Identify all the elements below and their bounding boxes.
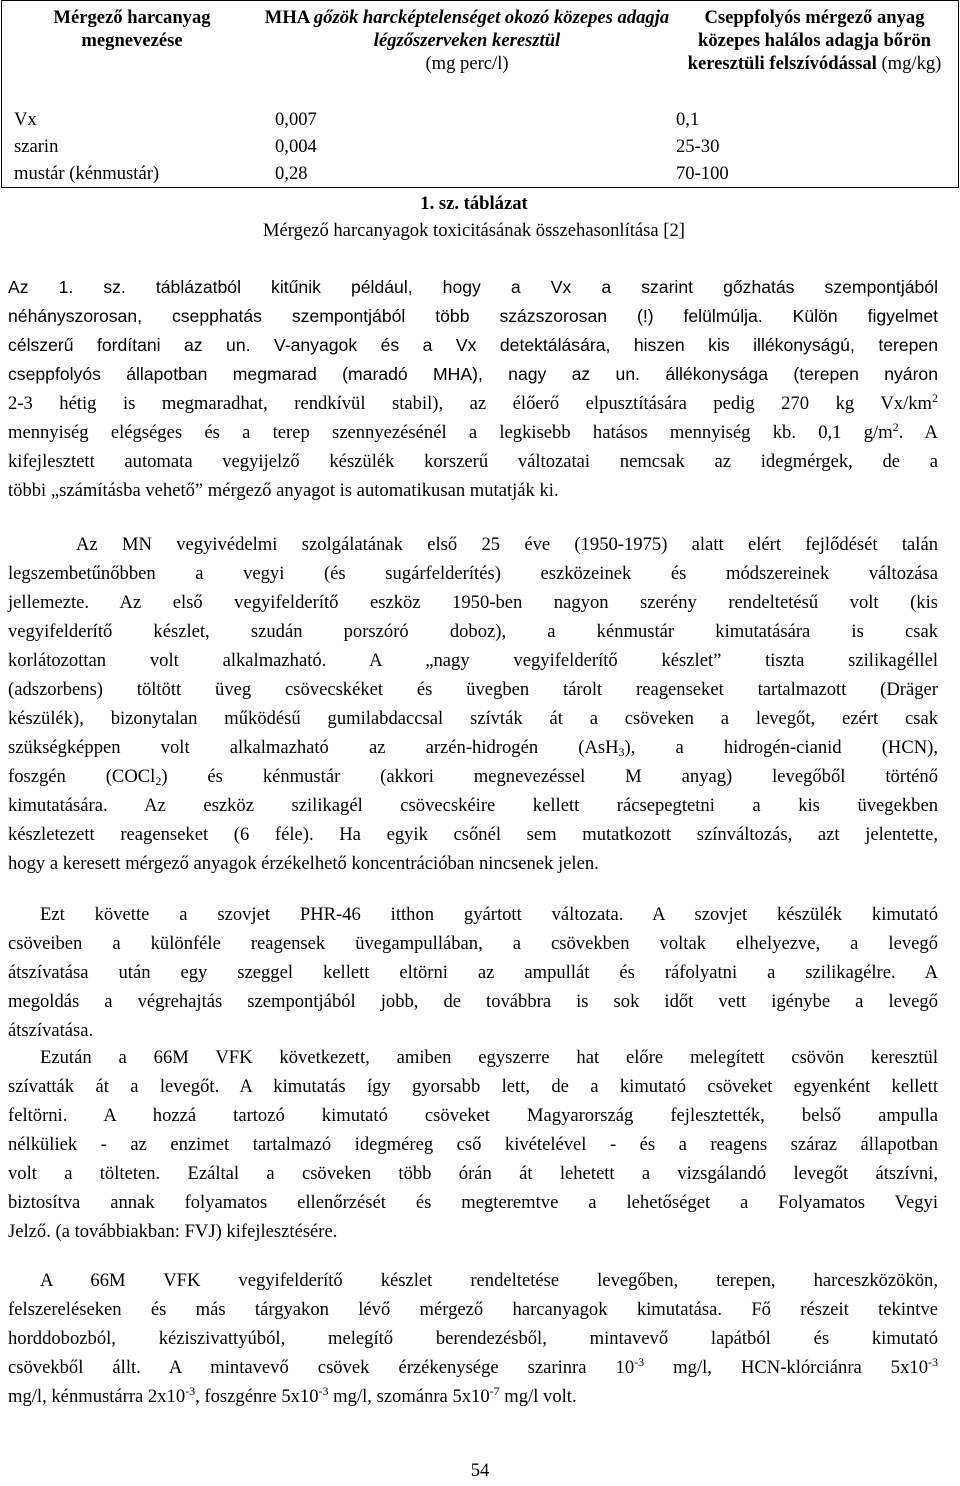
paragraph-5: A 66M VFK vegyifelderítő készlet rendeltetése levegőben, terepen, harceszközökön, felszereléseken és más tárgyakon lévő mérgező harcanyagok kimutatása. Fő részeit tekintve horddobozból, kéziszivattyúból, melegítő berendezésből, mintavevő lapátból és kimutató csövekből állt. A mintavevő csövek érzékenysége szarinra $10^{-3}$ mg/l, HCN-klórciánra $5x10^{-3}$ mg/l, kénmustárra $2x10^{-3}$, foszgénre $5x10^{-3}$ mg/l, szománra $5x10^{-7}$ mg/l volt. — [8, 1270, 938, 1407]
agent-name: mustár (kénmustár) — [14, 163, 160, 184]
vapor-dose: 0,004 — [275, 136, 317, 157]
skin-dose: 0,1 — [676, 109, 700, 130]
table-header-vapor-dose: MHA gőzök harcképtelenséget okozó közepes adagja légzőszerveken keresztül (mg perc/l) — [264, 7, 670, 74]
skin-dose: 25-30 — [676, 136, 720, 157]
agent-name: szarin — [14, 136, 59, 157]
table-caption-title: 1. sz. táblázat — [420, 193, 528, 214]
toxicity-table — [1, 0, 959, 188]
paragraph-2: Az MN vegyivédelmi szolgálatának első 25 éve (1950-1975) alatt elért fejlődését talán legszembetűnőbben a vegyi (és sugárfelderítés) eszközeinek és módszereinek változása jellemezte. Az első vegyifelderítő eszköz 1950-ben nagyon szerény rendeltetésű volt (kis vegyifelderítő készlet, szudán porszóró doboz), a kénmustár kimutatására is csak korlátozottan volt alkalmazható. A „nagy vegyifelderítő készlet” tiszta szilikagéllel (adszorbens) töltött üveg csövecskéket és üvegben tárolt reagenseket tartalmazott (Dräger készülék), bizonytalan működésű gumilabdaccsal szívták át a csöveken a levegőt, ezért csak szükségképpen volt alkalmazható az arzén-hidrogén (AsH$_3$), a hidrogén-cianid (HCN), foszgén (COCl$_2$) és kénmustár (akkori megnevezéssel M anyag) levegőből történő kimutatására. Az eszköz szilikagél csövecskéire kellett rácsepegtetni a kis üvegekben készletezett reagenseket (6 féle). Ha egyik csőnél sem mutatkozott színváltozás, azt jelentette, hogy a keresett mérgező anyagok érzékelhető koncentrációban nincsenek jelen. — [8, 534, 939, 874]
page-number: 54 — [470, 1460, 490, 1481]
table-header-skin-dose: Cseppfolyós mérgező anyag közepes halálos adagja bőrön keresztüli felszívódással (mg/kg) — [687, 7, 942, 74]
vapor-dose: 0,28 — [275, 163, 308, 184]
table-caption-subtitle: Mérgező harcanyagok toxicitásának összehasonlítása [2] — [263, 220, 685, 241]
paragraph-1: Az 1. sz. táblázatból kitűnik például, hogy a Vx a szarint gőzhatás szempontjából néhányszorosan, csepphatás szempontjából több százszorosan (!) felülmúlja. Külön figyelmet célszerű fordítani az un. V-anyagok és a Vx detektálására, hiszen kis illékonyságú, terepen cseppfolyós állapotban megmarad (maradó MHA), nagy az un. állékonysága (terepen nyáron 2-3 hétig is megmaradhat, rendkívül stabil), az élőerő elpusztítására pedig 270 kg $Vx/km^2$ mennyiség elégséges és a terep szennyezésénél a legkisebb hatásos mennyiség kb. 0,1 $g/m^2$. A kifejlesztett automata vegyijelző készülék korszerű változatai nemcsak az idegmérgek, de a többi „számításba vehető” mérgező anyagot is automatikusan mutatják ki. — [8, 277, 938, 501]
paragraph-3: Ezt követte a szovjet PHR-46 itthon gyártott változata. A szovjet készülék kimutató csöveiben a különféle reagensek üvegampullában, a csövekben voltak elhelyezve, a levegő átszívatása után egy szeggel kellett eltörni az ampullát és ráfolyatni a szilikagélre. A megoldás a végrehajtás szempontjából jobb, de továbbra is sok időt vett igénybe a levegő átszívatása. — [8, 904, 938, 1041]
paragraph-4: Ezután a 66M VFK következett, amiben egyszerre hat előre melegített csövön keresztül szívatták át a levegőt. A kimutatás így gyorsabb lett, de a kimutató csöveket egyenként kellett feltörni. A hozzá tartozó kimutató csöveket Magyarország fejlesztették, belső ampulla nélküliek - az enzimet tartalmazó idegméreg cső kivételével - és a reagens száraz állapotban volt a tölteten. Ezáltal a csöveken több órán át lehetett a vizsgálandó levegőt átszívni, biztosítva annak folyamatos ellenőrzését és megteremtve a lehetőséget a Folyamatos Vegyi Jelző. (a továbbiakban: FVJ) kifejlesztésére. — [8, 1047, 938, 1242]
agent-name: Vx — [14, 109, 37, 130]
skin-dose: 70-100 — [676, 163, 729, 184]
vapor-dose: 0,007 — [275, 109, 317, 130]
table-header-agent-name: Mérgező harcanyag megnevezése — [53, 7, 211, 51]
